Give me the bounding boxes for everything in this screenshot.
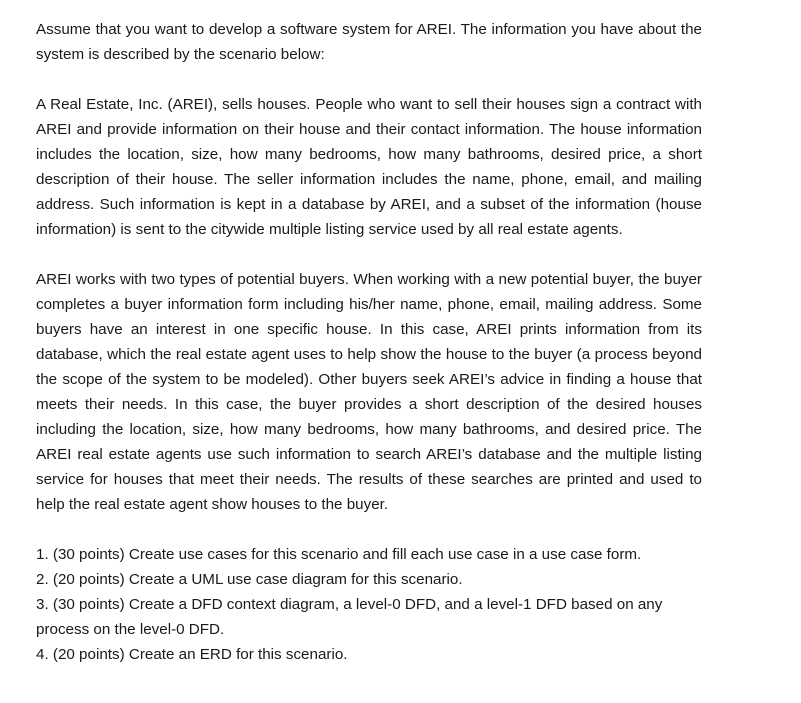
paragraph-spacer bbox=[36, 517, 702, 542]
task-list bbox=[36, 542, 702, 667]
task-item-use-cases: 1. (30 points) Create use cases for this scenario and fill each use case in a use case form. bbox=[36, 546, 642, 563]
task-item-erd: 4. (20 points) Create an ERD for this scenario. bbox=[36, 646, 348, 663]
paragraph-spacer bbox=[36, 242, 702, 267]
scenario-paragraph-sellers: A Real Estate, Inc. (AREI), sells houses. People who want to sell their houses sign a contract with AREI and provide information on their house and their contact information. The house information includes the location, size, how many bedrooms, how many bathrooms, desired price, a short description of their house. The seller information includes the name, phone, email, and mailing address. Such information is kept in a database by AREI, and a subset of the information (house information) is sent to the citywide multiple listing service used by all real estate agents. bbox=[36, 96, 702, 238]
task-item-dfd: 3. (30 points) Create a DFD context diagram, a level-0 DFD, and a level-1 DFD based on any process on the level-0 DFD. bbox=[36, 596, 663, 638]
paragraph-spacer bbox=[36, 67, 702, 92]
task-item-uml-diagram: 2. (20 points) Create a UML use case diagram for this scenario. bbox=[36, 571, 463, 588]
scenario-paragraph-buyers: AREI works with two types of potential buyers. When working with a new potential buyer, the buyer completes a buyer information form including his/her name, phone, email, mailing address. Some buyers have an interest in one specific house. In this case, AREI prints information from its database, which the real estate agent uses to help show the house to the buyer (a process beyond the scope of the system to be modeled). Other buyers seek AREI’s advice in finding a house that meets their needs. In this case, the buyer provides a short description of the desired houses including the location, size, how many bedrooms, how many bathrooms, and desired price. The AREI real estate agents use such information to search AREI’s database and the multiple listing service for houses that meet their needs. The results of these searches are printed and used to help the real estate agent show houses to the buyer. bbox=[36, 271, 702, 513]
intro-paragraph: Assume that you want to develop a software system for AREI. The information you have about the system is described by the scenario below: bbox=[36, 21, 702, 63]
